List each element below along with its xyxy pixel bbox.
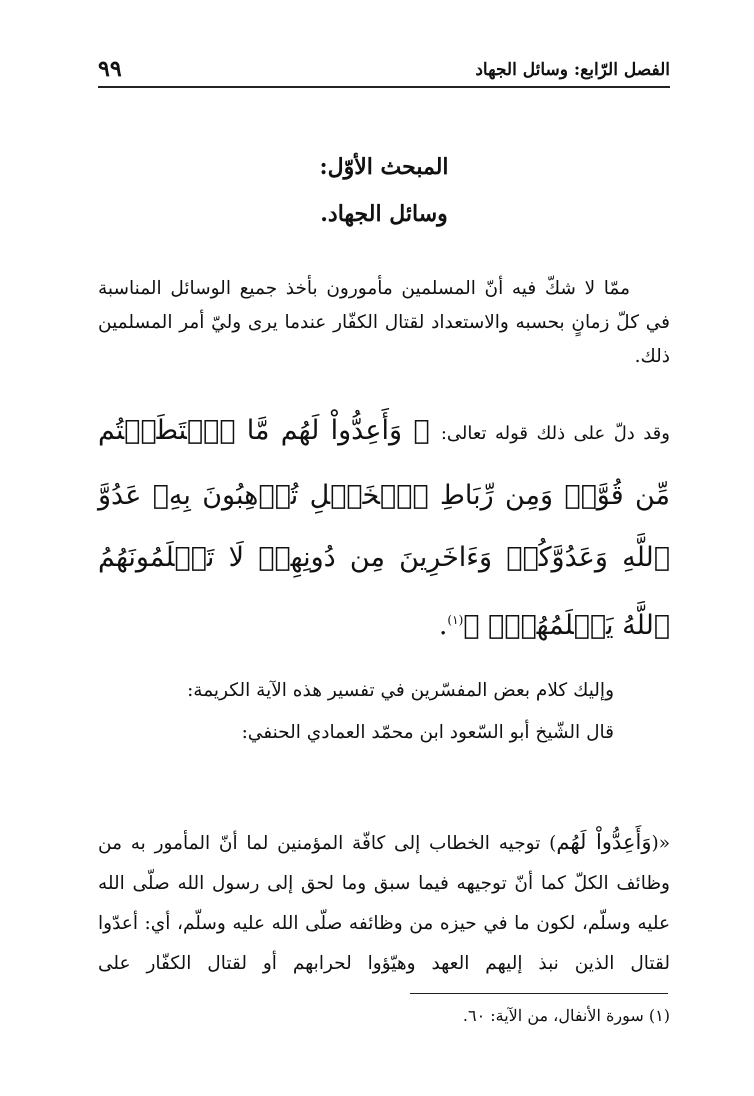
verse-end-punct: .	[438, 610, 448, 641]
quoted-verse: وَأَعِدُّواْ لَهُم	[556, 830, 652, 854]
running-header	[98, 54, 670, 88]
scholar-attribution-line: قال الشّيخ أبو السّعود ابن محمّد العمادي الحنفي:	[241, 722, 614, 743]
verse-paragraph	[98, 400, 670, 657]
quote-text: توجيه الخطاب إلى كافّة المؤمنين لما أنّ المأمور به من وظائف الكلّ كما أنّ توجيهه فيما سبق وما لحق إلى رسول الله صلّى الله عليه وسلّم، لكون ما في حيزه من وظائفه صلّى الله عليه وسلّم، أي: أعدّوا لقتال الذين نبذ إليهم العهد وهيّؤوا لحرابهم أو لقتال الكفّار على	[98, 833, 670, 974]
footnote-reference: (١)	[447, 613, 464, 627]
tafsir-intro-line: وإليك كلام بعض المفسّرين في تفسير هذه الآية الكريمة:	[187, 680, 614, 701]
quote-paren-open: (	[651, 833, 659, 854]
verse-intro: وقد دلّ على ذلك قوله تعالى:	[440, 423, 670, 444]
intro-paragraph: ممّا لا شكّ فيه أنّ المسلمين مأمورون بأخذ جميع الوسائل المناسبة في كلّ زمانٍ بحسبه والاستعداد لقتال الكفّار عندما يرى وليّ أمر المسلمين ذلك.	[98, 278, 670, 367]
header-rule	[98, 86, 670, 88]
tafsir-quote-paragraph	[98, 822, 670, 984]
quran-verse: وَأَعِدُّواْ لَهُم مَّا ٱسۡتَطَعۡتُم مِّن قُوَّةٖ وَمِن رِّبَاطِ ٱلۡخَيۡلِ تُرۡهِبُونَ بِهِۦ عَدُوَّ ٱللَّهِ وَعَدُوَّكُمۡ وَءَاخَرِينَ مِن دُونِهِمۡ لَا تَعۡلَمُونَهُمُ ٱللَّهُ يَعۡلَمُهُمۡۚ	[98, 415, 670, 641]
page-number: ٩٩	[98, 56, 122, 82]
quote-paren-close: )	[549, 833, 557, 854]
quote-open-mark: «	[658, 833, 671, 854]
chapter-title: الفصل الرّابع: وسائل الجهاد	[475, 60, 670, 80]
verse-close-bracket: ﴾	[463, 610, 480, 641]
section-subheading: وسائل الجهاد.	[320, 201, 448, 227]
footnote-separator	[410, 993, 668, 994]
section-heading: المبحث الأوّل:	[319, 154, 449, 180]
verse-open-bracket: ﴿	[413, 415, 430, 446]
footnote: (١) سورة الأنفال، من الآية: ٦٠.	[462, 1006, 670, 1025]
